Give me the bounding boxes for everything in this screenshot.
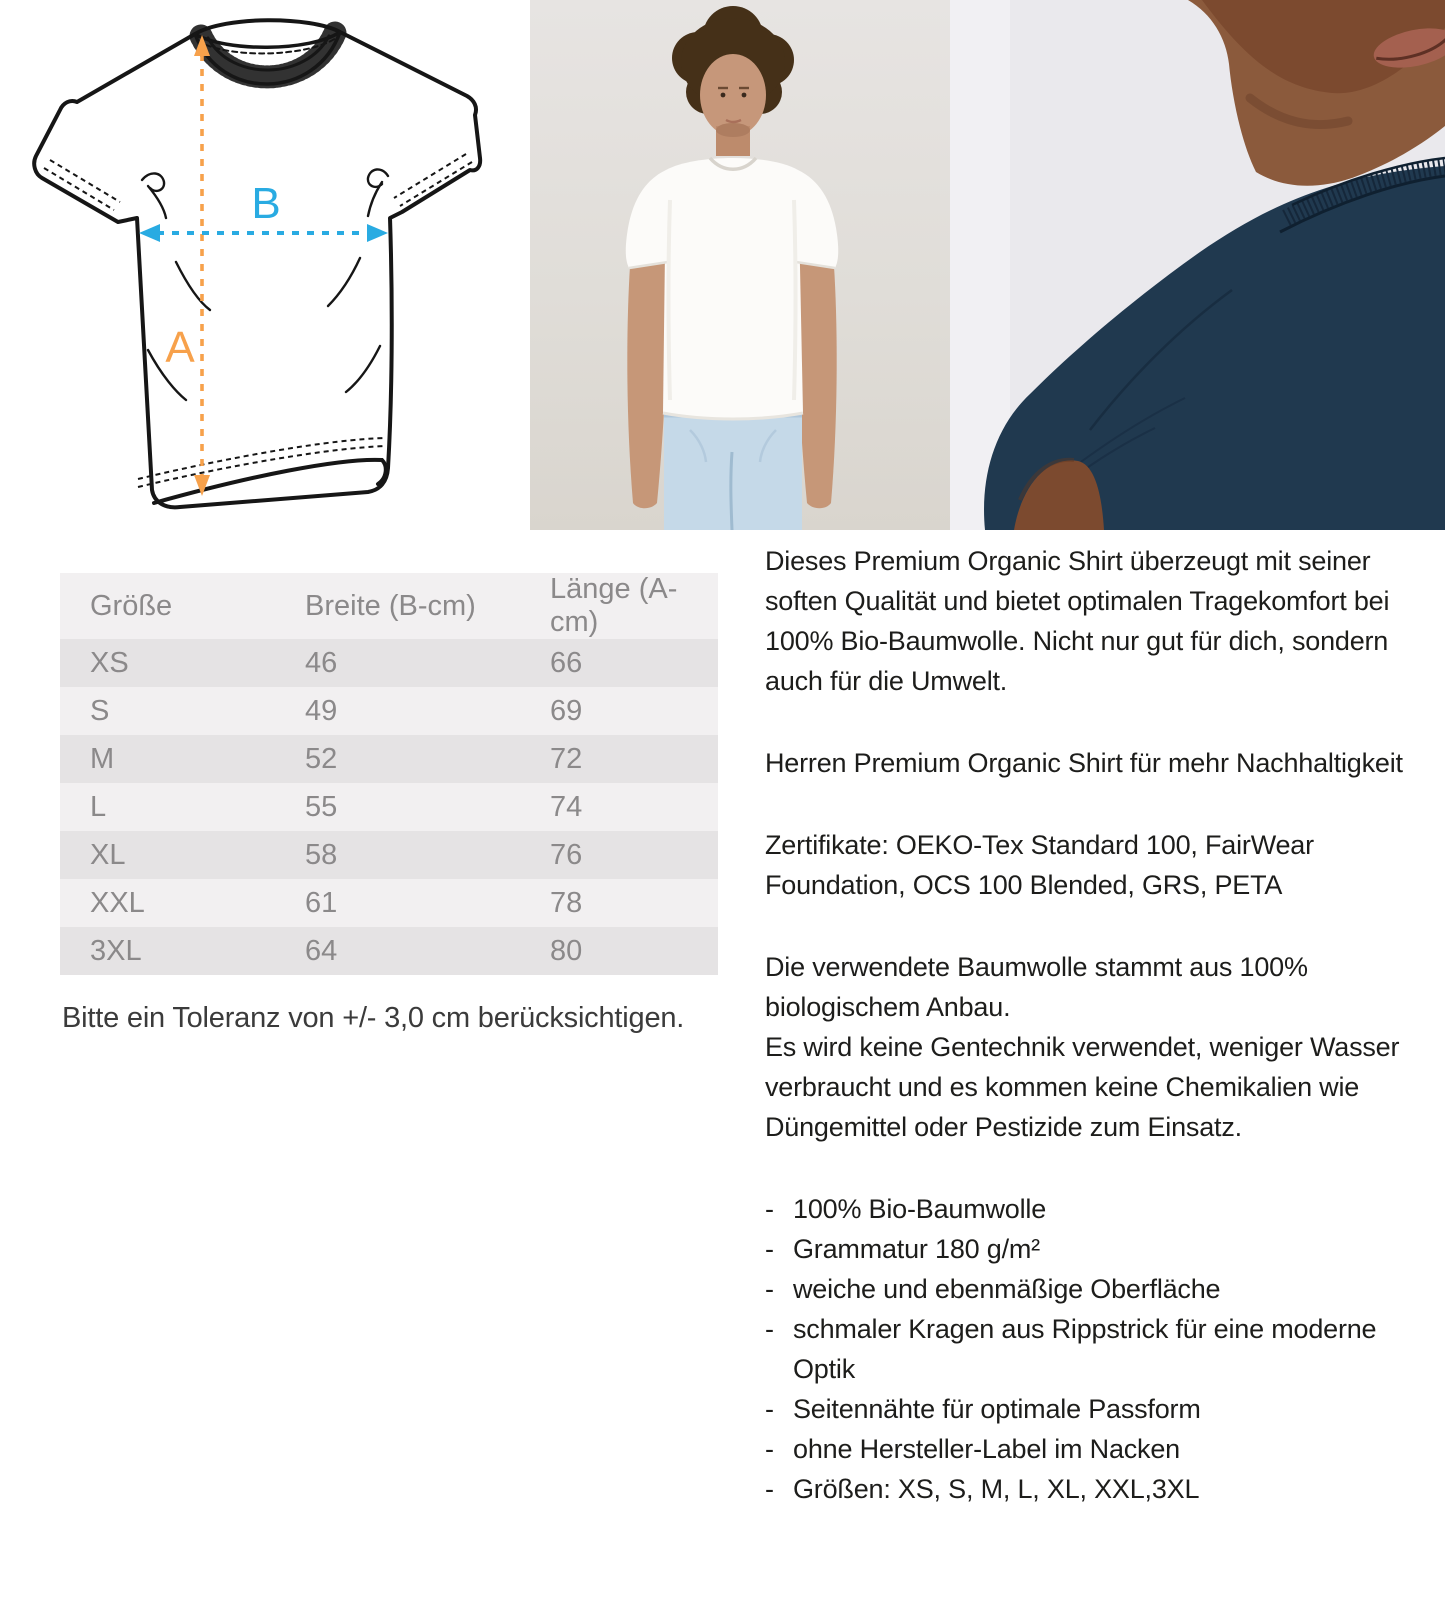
model-illustration	[530, 0, 950, 530]
model-jeans	[664, 410, 802, 530]
bullet-dash: -	[765, 1274, 774, 1304]
laenge-cell: 69	[550, 694, 583, 727]
size-cell: L	[90, 790, 107, 823]
label-b: B	[251, 179, 281, 228]
header-groesse: Größe	[90, 589, 173, 622]
size-row-s	[60, 687, 718, 735]
model-face	[700, 54, 766, 156]
feature-item	[765, 1229, 1427, 1269]
feature-list	[765, 1189, 1427, 1509]
breite-cell: 46	[305, 646, 338, 679]
fabric-closeup-photo	[950, 0, 1445, 530]
feature-item	[765, 1269, 1427, 1309]
description-paragraph-cotton: Die verwendete Baumwolle stammt aus 100% biologischem Anbau.	[765, 952, 1308, 1022]
label-a: A	[165, 323, 195, 372]
model-photo	[530, 0, 950, 530]
tshirt-outline	[34, 20, 480, 507]
product-description	[765, 541, 1427, 1509]
size-row-xl	[60, 831, 718, 879]
size-row-m	[60, 735, 718, 783]
bullet-dash: -	[765, 1234, 774, 1264]
bullet-dash: -	[765, 1434, 774, 1464]
feature-text: 100% Bio-Baumwolle	[793, 1194, 1047, 1224]
size-diagram	[30, 10, 505, 510]
feature-item	[765, 1309, 1427, 1389]
size-row-l	[60, 783, 718, 831]
bullet-dash: -	[765, 1194, 774, 1224]
bullet-dash: -	[765, 1474, 774, 1504]
size-cell: S	[90, 694, 110, 727]
feature-text: Größen: XS, S, M, L, XL, XXL,3XL	[793, 1474, 1200, 1504]
size-cell: XS	[90, 646, 129, 679]
laenge-cell: 76	[550, 838, 583, 871]
tshirt-line-art	[30, 10, 505, 510]
description-paragraph-headline: Herren Premium Organic Shirt für mehr Nachhaltigkeit	[765, 748, 1403, 778]
size-cell: XL	[90, 838, 126, 871]
breite-cell: 52	[305, 742, 338, 775]
breite-cell: 58	[305, 838, 338, 871]
feature-item	[765, 1429, 1427, 1469]
feature-text: Seitennähte für optimale Passform	[793, 1394, 1201, 1424]
feature-item	[765, 1189, 1427, 1229]
laenge-cell: 66	[550, 646, 583, 679]
size-cell: M	[90, 742, 115, 775]
breite-cell: 64	[305, 934, 338, 967]
bullet-dash: -	[765, 1394, 774, 1424]
closeup-face-neck	[1188, 0, 1445, 186]
laenge-cell: 74	[550, 790, 583, 823]
laenge-cell: 72	[550, 742, 583, 775]
closeup-illustration	[950, 0, 1445, 530]
feature-item	[765, 1389, 1427, 1429]
feature-text: weiche und ebenmäßige Oberfläche	[793, 1274, 1221, 1304]
header-breite: Breite (B-cm)	[305, 589, 476, 622]
feature-text: Grammatur 180 g/m²	[793, 1234, 1040, 1264]
bullet-dash: -	[765, 1314, 774, 1344]
laenge-cell: 80	[550, 934, 583, 967]
size-row-xxl	[60, 879, 718, 927]
feature-item	[765, 1469, 1427, 1509]
size-cell: XXL	[90, 886, 145, 919]
size-cell: 3XL	[90, 934, 142, 967]
description-paragraph-intro: Dieses Premium Organic Shirt überzeugt mit seiner soften Qualität und bietet optimalen Tragekomfort bei 100% Bio-Baumwolle. Nicht nur gut für dich, sondern auch für die Umwelt.	[765, 546, 1390, 696]
tolerance-note: Bitte ein Toleranz von +/- 3,0 cm berücksichtigen.	[62, 1002, 685, 1034]
size-table	[60, 573, 718, 975]
breite-cell: 61	[305, 886, 338, 919]
feature-text: ohne Hersteller-Label im Nacken	[793, 1434, 1180, 1464]
laenge-cell: 78	[550, 886, 583, 919]
feature-text: schmaler Kragen aus Rippstrick für eine moderne Optik	[793, 1314, 1377, 1384]
description-paragraph-certificates: Zertifikate: OEKO-Tex Standard 100, FairWear Foundation, OCS 100 Blended, GRS, PETA	[765, 830, 1314, 900]
breite-cell: 55	[305, 790, 338, 823]
header-laenge: Länge (A-cm)	[550, 573, 678, 638]
size-row-xs	[60, 639, 718, 687]
size-row-3xl	[60, 927, 718, 975]
breite-cell: 49	[305, 694, 338, 727]
size-table-header-row	[60, 573, 718, 639]
description-paragraph-eco: Es wird keine Gentechnik verwendet, weniger Wasser verbraucht und es kommen keine Chemikalien wie Düngemittel oder Pestizide zum Einsatz.	[765, 1032, 1400, 1142]
